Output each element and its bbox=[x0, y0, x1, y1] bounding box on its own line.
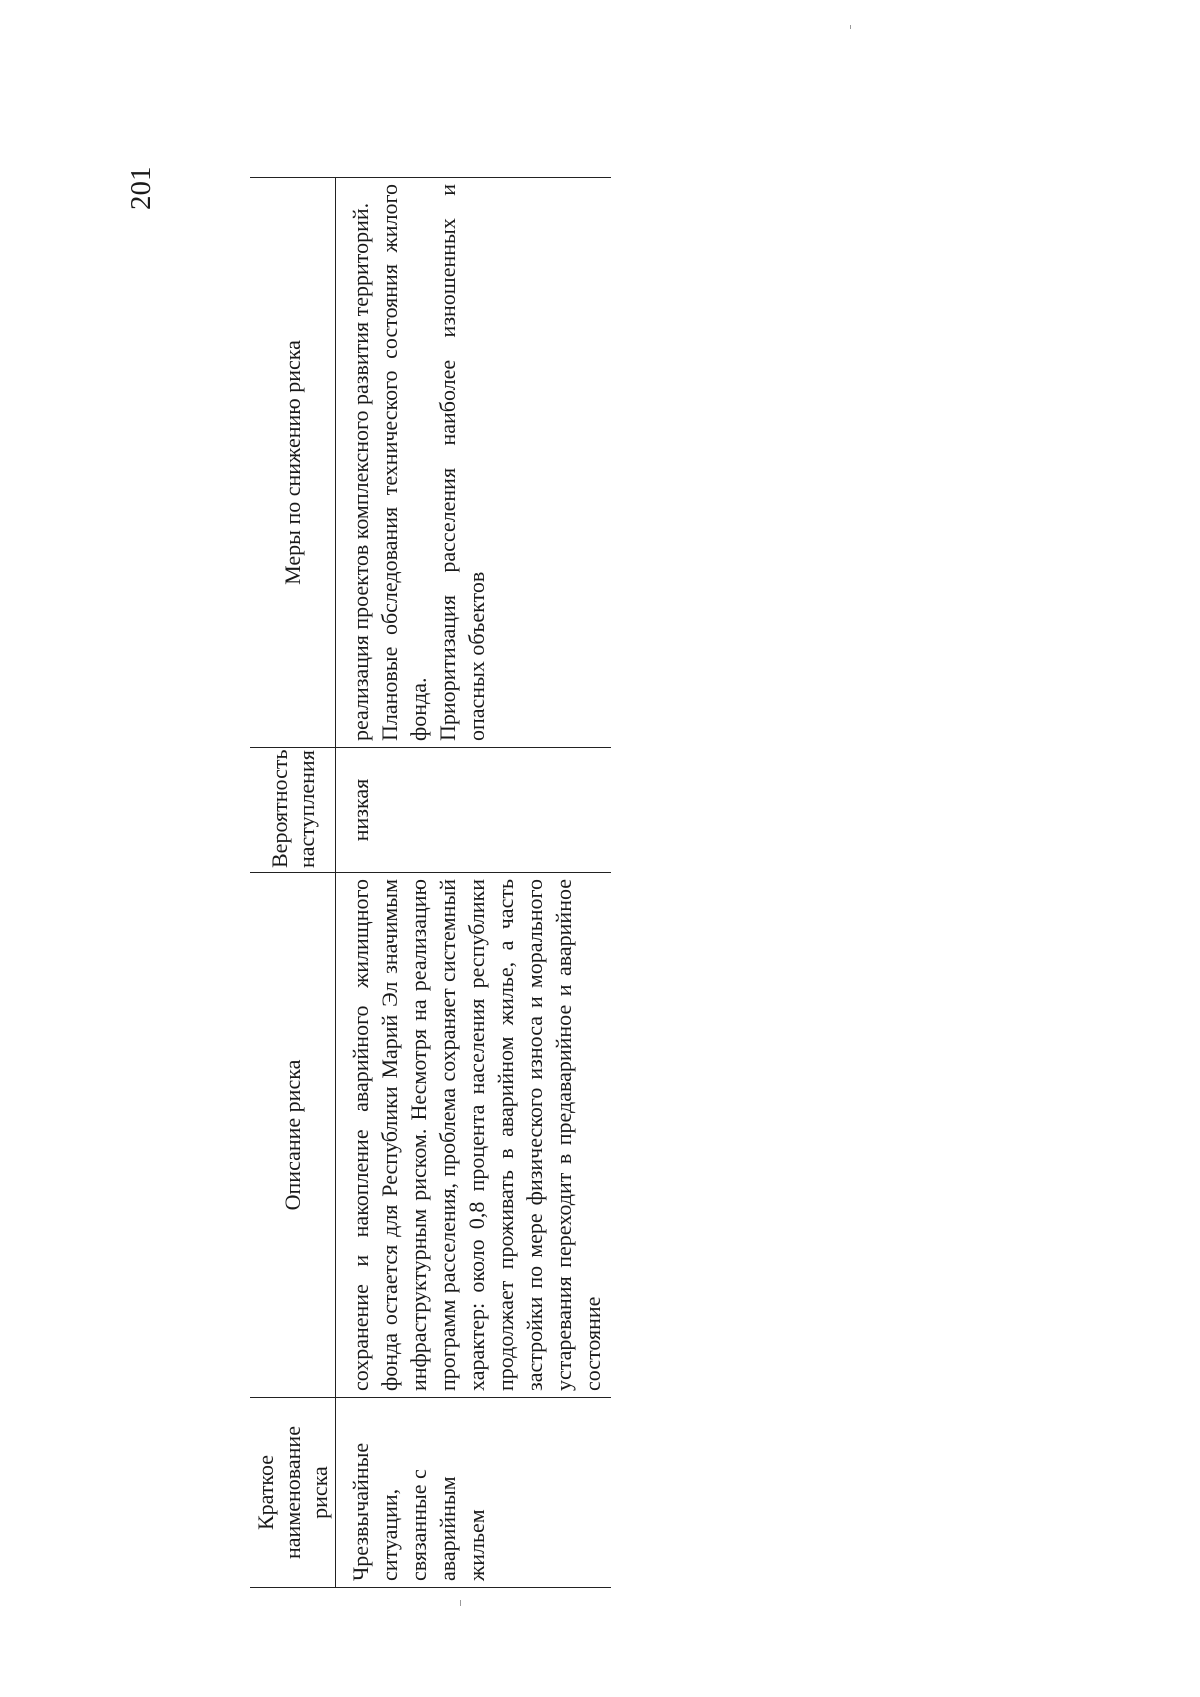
measure-item: Приоритизация расселения наиболее изношенных и опасных объектов bbox=[435, 184, 489, 741]
page-number: 201 bbox=[125, 166, 157, 210]
measure-item: реализация проектов комплексного развития территорий. bbox=[348, 202, 373, 741]
risk-name-cell: Чрезвычайные ситуации, связанные с аварийным жильем bbox=[336, 1398, 612, 1588]
measure-item: Плановые обследования технического состояния жилого фонда. bbox=[377, 184, 431, 741]
probability-cell: низкая bbox=[336, 748, 612, 873]
risk-description-cell: сохранение и накопление аварийного жилищного фонда остается для Республики Марий Эл значимым инфраструктурным риском. Несмотря на реализацию программ расселения, проблема сохраняет системный характер: около 0,8 процента населения республики продолжает проживать в аварийном жилье, а часть застройки по мере физического износа и морального устаревания переходит в предаварийное и аварийное состояние bbox=[336, 873, 612, 1398]
rotated-page-content bbox=[125, 60, 1190, 1620]
header-risk-name: Краткое наименование риска bbox=[250, 1398, 336, 1588]
risk-table bbox=[250, 177, 611, 1588]
header-probability: Вероятность наступления bbox=[250, 748, 336, 873]
header-risk-description: Описание риска bbox=[250, 873, 336, 1398]
header-mitigation-measures: Меры по снижению риска bbox=[250, 178, 336, 748]
scan-speck bbox=[850, 25, 851, 29]
scan-speck bbox=[460, 1600, 461, 1606]
table-row bbox=[336, 178, 612, 1588]
table-header-row bbox=[250, 178, 336, 1588]
measures-cell bbox=[336, 178, 612, 748]
